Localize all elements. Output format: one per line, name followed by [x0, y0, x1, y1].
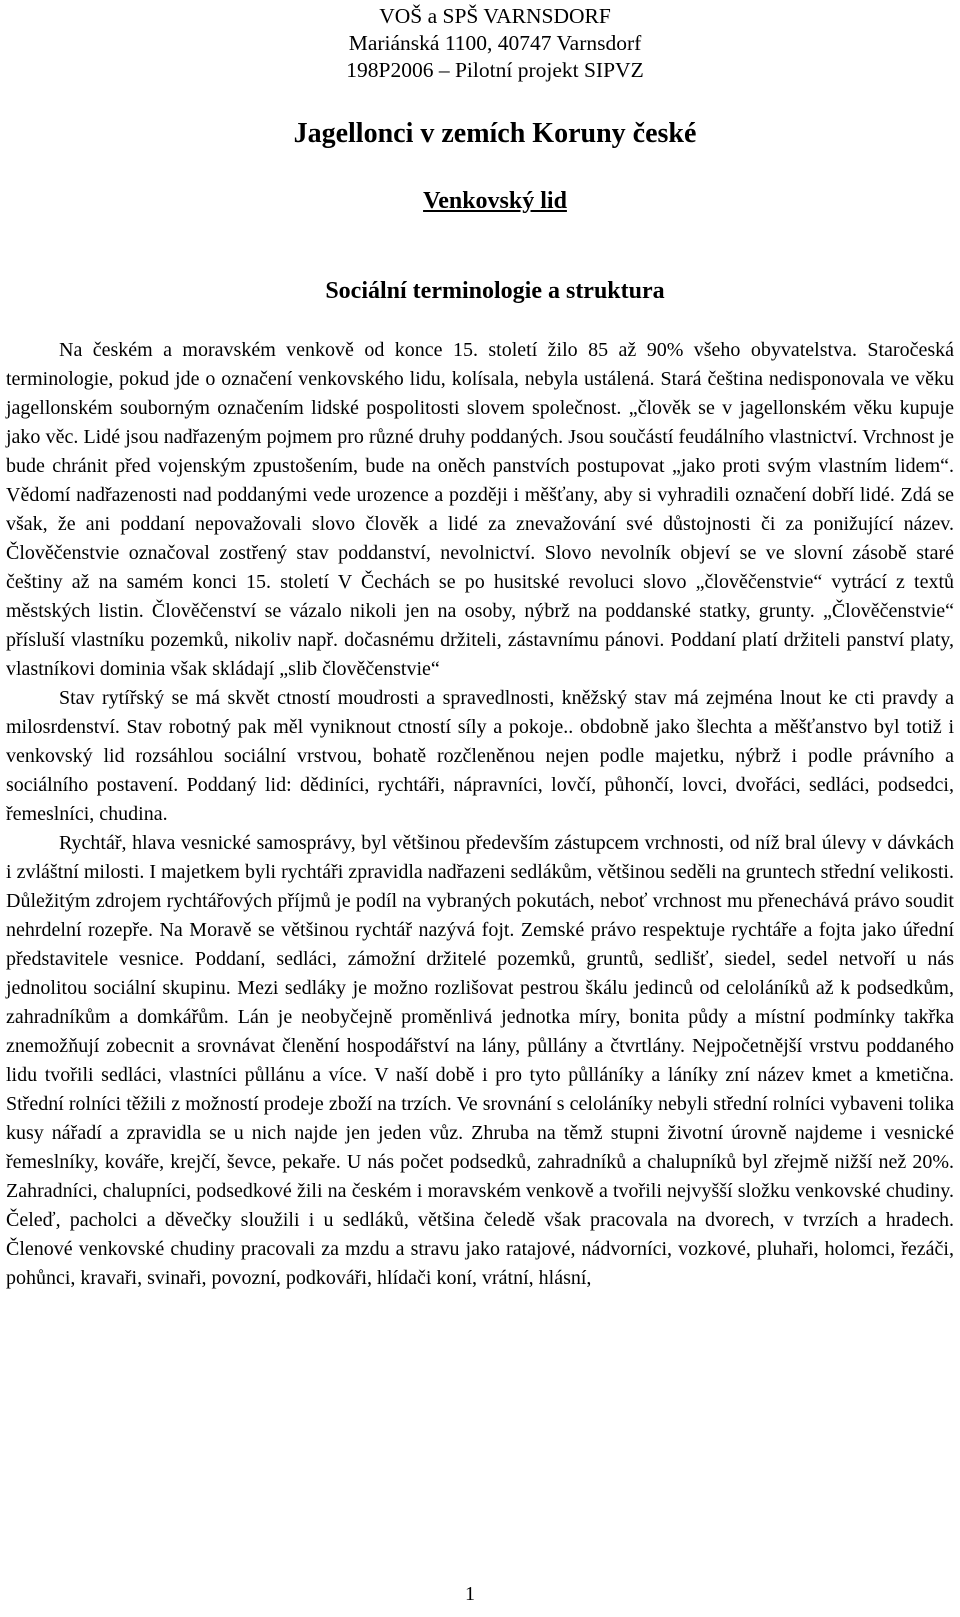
- document-subtitle: Venkovský lid: [423, 188, 567, 214]
- paragraph-3: Rychtář, hlava vesnické samosprávy, byl většinou především zástupcem vrchnosti, od níž bral úlevy v dávkách i zvláštní milosti. I majetkem byli rychtáři zpravidla nadřazeni sedlákům, většinou seděli na gruntech střední velikosti. Důležitým zdrojem rychtářových příjmů je podíl na vybraných pokutách, neboť vrchnost mu přenechává právo soudit nehrdelní rozepře. Na Moravě se většinou rychtář nazývá fojt. Zemské právo respektuje rychtáře a fojta jako úřední představitele vesnice. Poddaní, sedláci, zámožní držitelé pozemků, gruntů, sedlišť, siedel, sedel netvoří u nás jednolitou sociální skupinu. Mezi sedláky je možno rozlišovat pestrou škálu jedinců od celoláníků až k podsedkům, zahradníkům a domkářům. Lán je neobyčejně proměnlivá jednotka míry, bonita půdy a místní podmínky takřka znemožňují zobecnit a srovnávat členění hospodářství na lány, půllány a čtvrtlány. Nejpočetnější vrstvu poddaného lidu tvořili sedláci, vlastníci půllánu a více. V naší době i pro tyto půlláníky a láníky zní název kmet a kmetična. Střední rolníci těžili z možností prodeje zboží na trzích. Ve srovnání s celoláníky nebyli střední rolníci vybaveni tolika kusy nářadí a zpravidla se u nich najde jen jeden vůz. Zhruba na těmž stupni životní úrovně najdeme i vesnické řemeslníky, kováře, krejčí, ševce, pekaře. U nás počet podsedků, zahradníků a chalupníků byl zřejmě nižší než 20%. Zahradníci, chalupníci, podsedkové žili na českém i moravském venkově a tvořili nejvyšší složku venkovské chudiny. Čeleď, pacholci a děvečky sloužili i u sedláků, většina čeledě však pracovala na dvorech, v tvrzích a hradech. Členové venkovské chudiny pracovali za mzdu a stravu jako ratajové, nádvorníci, vozkové, pluhaři, holomci, řezáči, pohůnci, kravaři, svinaři, povozní, podkováři, hlídači koní, vrátní, hlásní,: [6, 832, 954, 1289]
- paragraph-1: Na českém a moravském venkově od konce 15. století žilo 85 až 90% všeho obyvatelstva. Staročeská terminologie, pokud jde o označení venkovského lidu, kolísala, nebyla ustálená. Stará čeština nedisponovala ve věku jagellonském souborným označením lidské pospolitosti slovem společnost. „člověk se v jagellonském věku kupuje jako věc. Lidé jsou nadřazeným pojmem pro různé druhy poddaných. Jsou součástí feudálního vlastnictví. Vrchnost je bude chránit před vojenským zpustošením, bude na oněch panstvích postupovat „jako proti svým vlastním lidem“. Vědomí nadřazenosti nad poddanými vede urozence a později i měšťany, aby si vyhradili označení dobří lidé. Zdá se však, že ani poddaní nepovažovali slovo člověk a lidé za znevažování své důstojnosti či za ponižující název. Člověčenstvie označoval zostřený stav poddanství, nevolnictví. Slovo nevolník objeví se ve slovní zásobě staré češtiny až na samém konci 15. století V Čechách se po husitské revoluci slovo „člověčenstvie“ vytrácí z textů městských listin. Člověčenství se vázalo nikoli jen na osoby, nýbrž na poddanské statky, grunty. „Člověčenstvie“ přísluší vlastníku pozemků, nikoliv např. dočasnému držiteli, zástavnímu pánovi. Poddaní platí držiteli panství platy, vlastníkovi dominia však skládají „slib člověčenstvie“: [6, 339, 954, 680]
- document-body: [6, 336, 954, 1293]
- document-title: Jagellonci v zemích Koruny české: [293, 118, 697, 149]
- paragraph-2: Stav rytířský se má skvět ctností moudrosti a spravedlnosti, kněžský stav má zejména lnout ke cti pravdy a milosrdenství. Stav robotný pak měl vyniknout ctností síly a pokoje.. obdobně jako šlechta a měšťanstvo byl totiž i venkovský lid rozsáhlou sociální vrstvou, bohatě rozčleněnou nejen podle majetku, nýbrž i podle právního a sociálního postavení. Poddaný lid: dědiníci, rychtáři, nápravníci, lovčí, půhončí, lovci, dvořáci, sedláci, podsedci, řemeslníci, chudina.: [6, 687, 954, 825]
- section-title: Sociální terminologie a struktura: [325, 278, 665, 304]
- school-name: VOŠ a SPŠ VARNSDORF: [379, 4, 611, 28]
- page-number: 1: [465, 1583, 475, 1605]
- school-address: Mariánská 1100, 40747 Varnsdorf: [348, 31, 642, 55]
- school-header: [0, 3, 960, 84]
- project-id: 198P2006 – Pilotní projekt SIPVZ: [346, 58, 644, 82]
